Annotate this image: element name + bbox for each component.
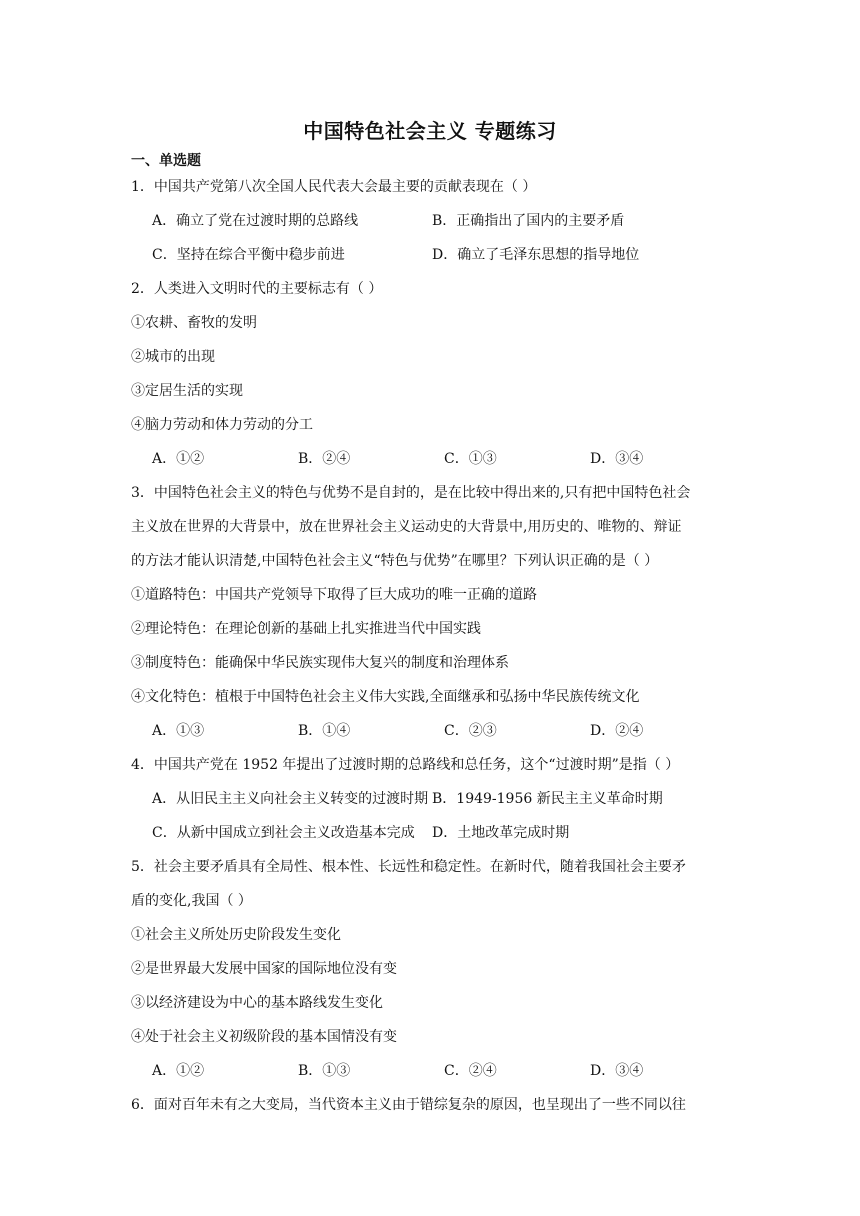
question-statement: ③定居生活的实现 (131, 383, 243, 399)
answer-option: D．确立了毛泽东思想的指导地位 (432, 247, 640, 263)
answer-option: C．②④ (444, 1063, 497, 1079)
option-row (131, 823, 736, 857)
question-stem: 主义放在世界的大背景中，放在世界社会主义运动史的大背景中,用历史的、唯物的、辩证 (131, 519, 682, 535)
option-row (131, 721, 736, 755)
question-stem: 盾的变化,我国（ ） (131, 893, 252, 909)
answer-option: B．正确指出了国内的主要矛盾 (432, 213, 625, 229)
option-row (131, 1061, 736, 1095)
answer-option: D．③④ (590, 451, 644, 467)
answer-option: A．确立了党在过渡时期的总路线 (152, 213, 359, 229)
answer-option: A．从旧民主主义向社会主义转变的过渡时期 (152, 791, 429, 807)
answer-option: C．①③ (444, 451, 497, 467)
question-statement: ③制度特色：能确保中华民族实现伟大复兴的制度和治理体系 (131, 655, 509, 671)
question-stem: 3．中国特色社会主义的特色与优势不是自封的，是在比较中得出来的,只有把中国特色社会 (131, 485, 691, 501)
section-heading: 一、单选题 (131, 153, 201, 169)
answer-option: B．②④ (298, 451, 351, 467)
answer-option: B．1949-1956 新民主主义革命时期 (432, 791, 663, 807)
question-statement: ③以经济建设为中心的基本路线发生变化 (131, 995, 383, 1011)
answer-option: C．从新中国成立到社会主义改造基本完成 (152, 825, 415, 841)
question-stem: 1．中国共产党第八次全国人民代表大会最主要的贡献表现在（ ） (131, 179, 537, 195)
answer-option: D．土地改革完成时期 (432, 825, 570, 841)
question-statement: ②理论特色：在理论创新的基础上扎实推进当代中国实践 (131, 621, 481, 637)
option-row (131, 789, 736, 823)
answer-option: D．②④ (590, 723, 644, 739)
option-row (131, 449, 736, 483)
question-statement: ①道路特色：中国共产党领导下取得了巨大成功的唯一正确的道路 (131, 587, 537, 603)
question-stem: 的方法才能认识清楚,中国特色社会主义“特色与优势”在哪里？下列认识正确的是（ ） (131, 553, 659, 569)
question-statement: ④处于社会主义初级阶段的基本国情没有变 (131, 1029, 397, 1045)
page-title: 中国特色社会主义 专题练习 (303, 119, 557, 143)
question-statement: ④文化特色：植根于中国特色社会主义伟大实践,全面继承和弘扬中华民族传统文化 (131, 689, 640, 705)
question-statement: ②是世界最大发展中国家的国际地位没有变 (131, 961, 397, 977)
answer-option: C．坚持在综合平衡中稳步前进 (152, 247, 345, 263)
answer-option: C．②③ (444, 723, 497, 739)
question-stem: 2．人类进入文明时代的主要标志有（ ） (131, 281, 383, 297)
answer-option: A．①③ (152, 723, 205, 739)
option-row (131, 245, 736, 279)
answer-option: A．①② (152, 1063, 205, 1079)
question-statement: ④脑力劳动和体力劳动的分工 (131, 417, 313, 433)
answer-option: A．①② (152, 451, 205, 467)
question-statement: ②城市的出现 (131, 349, 215, 365)
option-row (131, 211, 736, 245)
answer-option: D．③④ (590, 1063, 644, 1079)
question-stem: 6．面对百年未有之大变局，当代资本主义由于错综复杂的原因，也呈现出了一些不同以往 (131, 1097, 686, 1113)
question-stem: 4．中国共产党在 1952 年提出了过渡时期的总路线和总任务，这个“过渡时期”是指（ ） (131, 757, 680, 773)
answer-option: B．①③ (298, 1063, 351, 1079)
question-statement: ①农耕、畜牧的发明 (131, 315, 257, 331)
question-list (131, 177, 736, 1129)
answer-option: B．①④ (298, 723, 351, 739)
question-stem: 5．社会主要矛盾具有全局性、根本性、长远性和稳定性。在新时代，随着我国社会主要矛 (131, 859, 686, 875)
question-statement: ①社会主义所处历史阶段发生变化 (131, 927, 341, 943)
